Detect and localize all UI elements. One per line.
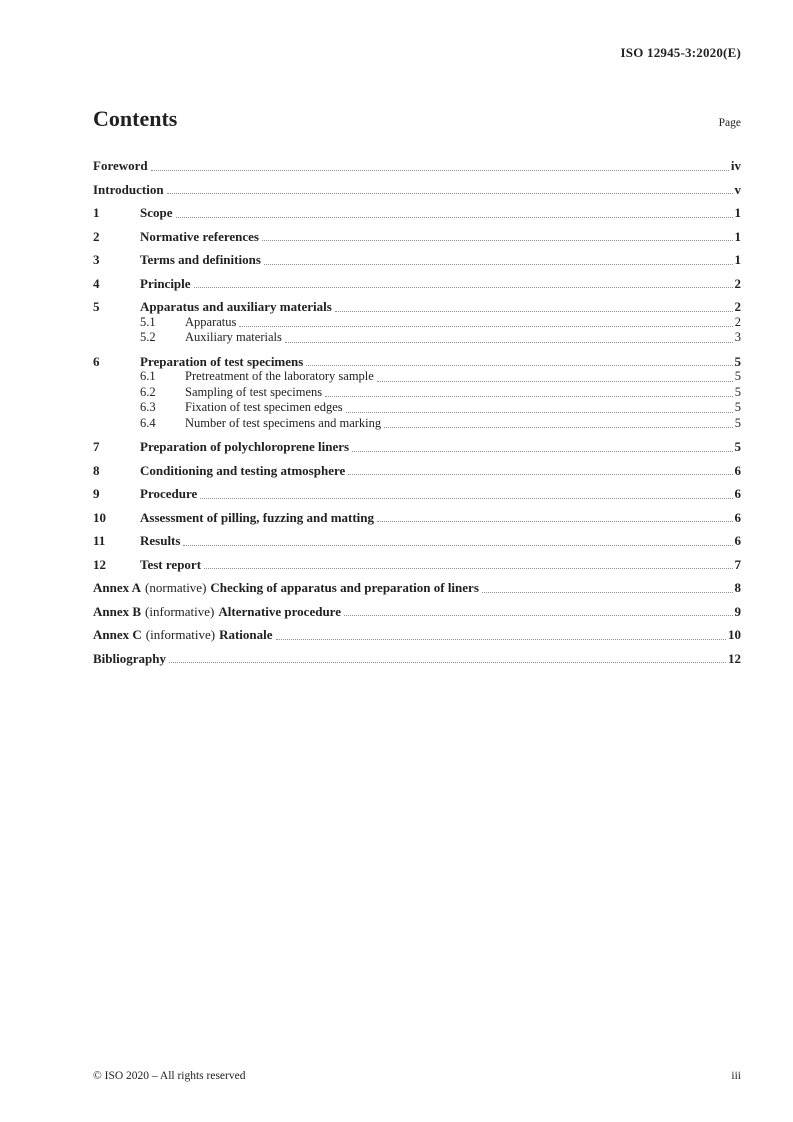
toc-entry-clause-1 — [93, 205, 741, 221]
dot-leader — [344, 615, 733, 616]
toc-entry-page: 6 — [734, 509, 741, 525]
toc-entry-annex-c — [93, 627, 741, 643]
dot-leader — [176, 217, 733, 218]
toc-entry-clause-6 — [93, 354, 741, 370]
toc-entry-page: 5 — [734, 384, 741, 399]
dot-leader — [167, 193, 733, 194]
toc-entry-number: 5.1 — [140, 314, 156, 329]
annex-qualifier: (normative) — [145, 580, 207, 595]
toc-entry-clause-11 — [93, 533, 741, 549]
toc-entry-number: 8 — [93, 462, 100, 478]
toc-entry-page: 2 — [734, 299, 741, 314]
toc-entry-page: 5 — [734, 369, 741, 383]
toc-entry-page: 9 — [734, 603, 741, 619]
toc-entry-page: 12 — [728, 650, 741, 666]
toc-entry-number: 6.1 — [140, 369, 156, 383]
toc-entry-number: 6.3 — [140, 400, 156, 414]
toc-entry-title: Procedure — [140, 486, 198, 501]
toc-entry-page: 2 — [734, 314, 741, 329]
toc-entry-title: Conditioning and testing atmosphere — [140, 462, 346, 478]
dot-leader — [183, 545, 732, 546]
dot-leader — [169, 662, 726, 663]
dot-leader — [285, 342, 733, 343]
toc-entry-introduction — [93, 182, 741, 198]
dot-leader — [325, 396, 733, 397]
dot-leader — [482, 592, 733, 593]
toc-entry-title: Auxiliary materials — [185, 330, 282, 344]
toc-entry-foreword — [93, 158, 741, 174]
toc-entry-page: 10 — [728, 627, 741, 642]
toc-entry-page: 6 — [734, 462, 741, 478]
toc-entry-page: 3 — [734, 330, 741, 344]
toc-entry-annex-b — [93, 604, 741, 620]
toc-entry-number: 6 — [93, 353, 100, 369]
toc-entry-number: 7 — [93, 439, 100, 454]
toc-entry-clause-12 — [93, 557, 741, 573]
toc-entry-page: 7 — [734, 556, 741, 572]
toc-entry-title: Principle — [140, 275, 191, 291]
dot-leader — [352, 451, 732, 452]
toc-entry-page: 2 — [734, 275, 741, 291]
toc-entry-page: iv — [730, 158, 741, 173]
toc-entry-title: Scope — [140, 205, 173, 220]
dot-leader — [204, 568, 732, 569]
toc-entry-page: 1 — [734, 228, 741, 244]
dot-leader — [346, 412, 733, 413]
toc-entry-title: Foreword — [93, 158, 148, 173]
dot-leader — [377, 521, 732, 522]
toc-entry-title: Bibliography — [93, 650, 166, 666]
toc-entry-page: 5 — [734, 439, 741, 454]
dot-leader — [377, 381, 733, 382]
contents-title: Contents — [93, 106, 178, 131]
page-footer — [93, 1070, 741, 1082]
toc-entry-clause-7 — [93, 439, 741, 455]
toc-entry-title: Alternative procedure — [218, 603, 341, 619]
toc-entry-clause-2 — [93, 229, 741, 245]
toc-entry-annex-a — [93, 580, 741, 596]
dot-leader — [262, 240, 733, 241]
toc-entry-title: Apparatus and auxiliary materials — [140, 299, 332, 314]
toc-entry-page: 6 — [734, 486, 741, 501]
toc-entry-clause-9 — [93, 486, 741, 502]
toc-entry-number: 4 — [93, 275, 100, 291]
toc-entry-number: 12 — [93, 556, 106, 572]
toc-entry-number: 10 — [93, 509, 106, 525]
toc-entry-title: Preparation of test specimens — [140, 353, 304, 369]
toc-entry-clause-6-2 — [93, 385, 741, 401]
dot-leader — [239, 326, 732, 327]
toc-entry-clause-6-4 — [93, 416, 741, 432]
footer-page-number: iii — [731, 1070, 741, 1082]
toc-entry-number: 11 — [93, 533, 106, 548]
toc-entry-title: Pretreatment of the laboratory sample — [185, 369, 374, 383]
dot-leader — [194, 287, 733, 288]
toc-entry-clause-5 — [93, 299, 741, 315]
toc-entry-number: 3 — [93, 252, 100, 267]
toc-entry-clause-5-2 — [93, 330, 741, 346]
annex-qualifier: (informative) — [145, 627, 216, 642]
toc-entry-page: 5 — [734, 353, 741, 369]
footer-copyright: © ISO 2020 – All rights reserved — [93, 1070, 246, 1082]
dot-leader — [384, 427, 733, 428]
toc-entry-title: Introduction — [93, 181, 164, 197]
toc-entry-number: 1 — [93, 205, 100, 220]
toc-entry-page: v — [734, 181, 741, 197]
toc-entry-title: Terms and definitions — [140, 252, 261, 267]
toc-entry-title: Rationale — [219, 627, 273, 642]
annex-qualifier: (informative) — [145, 603, 215, 619]
toc-entry-page: 5 — [734, 415, 741, 430]
toc-entry-clause-5-1 — [93, 315, 741, 331]
annex-label: Annex B — [93, 603, 142, 619]
document-reference: ISO 12945-3:2020(E) — [620, 45, 741, 60]
toc-entry-clause-10 — [93, 510, 741, 526]
toc-entry-number: 2 — [93, 228, 100, 244]
toc-entry-title: Apparatus — [185, 314, 237, 329]
toc-entry-title: Checking of apparatus and preparation of liners — [210, 580, 479, 595]
toc-entry-title: Assessment of pilling, fuzzing and matting — [140, 509, 375, 525]
dot-leader — [200, 498, 732, 499]
dot-leader — [276, 639, 726, 640]
toc-entry-number: 6.2 — [140, 384, 156, 399]
toc-entry-clause-6-3 — [93, 400, 741, 416]
toc-entry-page: 5 — [734, 400, 741, 414]
annex-label: Annex A — [93, 580, 142, 595]
toc-entry-number: 9 — [93, 486, 100, 501]
contents-header — [93, 106, 741, 132]
toc-entry-clause-8 — [93, 463, 741, 479]
annex-label: Annex C — [93, 627, 142, 642]
toc-entry-number: 5.2 — [140, 330, 156, 344]
toc-entry-title: Fixation of test specimen edges — [185, 400, 343, 414]
dot-leader — [335, 311, 733, 312]
toc-entry-title: Test report — [140, 556, 202, 572]
toc-entry-number: 6.4 — [140, 415, 156, 430]
toc-entry-clause-3 — [93, 252, 741, 268]
toc-entry-page: 8 — [734, 580, 741, 595]
toc-entry-clause-4 — [93, 276, 741, 292]
toc-entry-page: 1 — [734, 252, 741, 267]
dot-leader — [264, 264, 733, 265]
toc-entry-page: 1 — [734, 205, 741, 220]
dot-leader — [151, 170, 729, 171]
toc-entry-title: Preparation of polychloroprene liners — [140, 439, 350, 454]
toc-entry-title: Normative references — [140, 228, 259, 244]
toc-entry-clause-6-1 — [93, 369, 741, 385]
toc-entry-bibliography — [93, 651, 741, 667]
dot-leader — [306, 365, 732, 366]
toc-entry-number: 5 — [93, 299, 100, 314]
toc-entry-title: Sampling of test specimens — [185, 384, 323, 399]
toc-entry-title: Results — [140, 533, 181, 548]
toc-entry-page: 6 — [734, 533, 741, 548]
table-of-contents — [93, 150, 741, 666]
page-column-label: Page — [718, 117, 741, 129]
toc-entry-title: Number of test specimens and marking — [185, 415, 382, 430]
dot-leader — [348, 474, 732, 475]
